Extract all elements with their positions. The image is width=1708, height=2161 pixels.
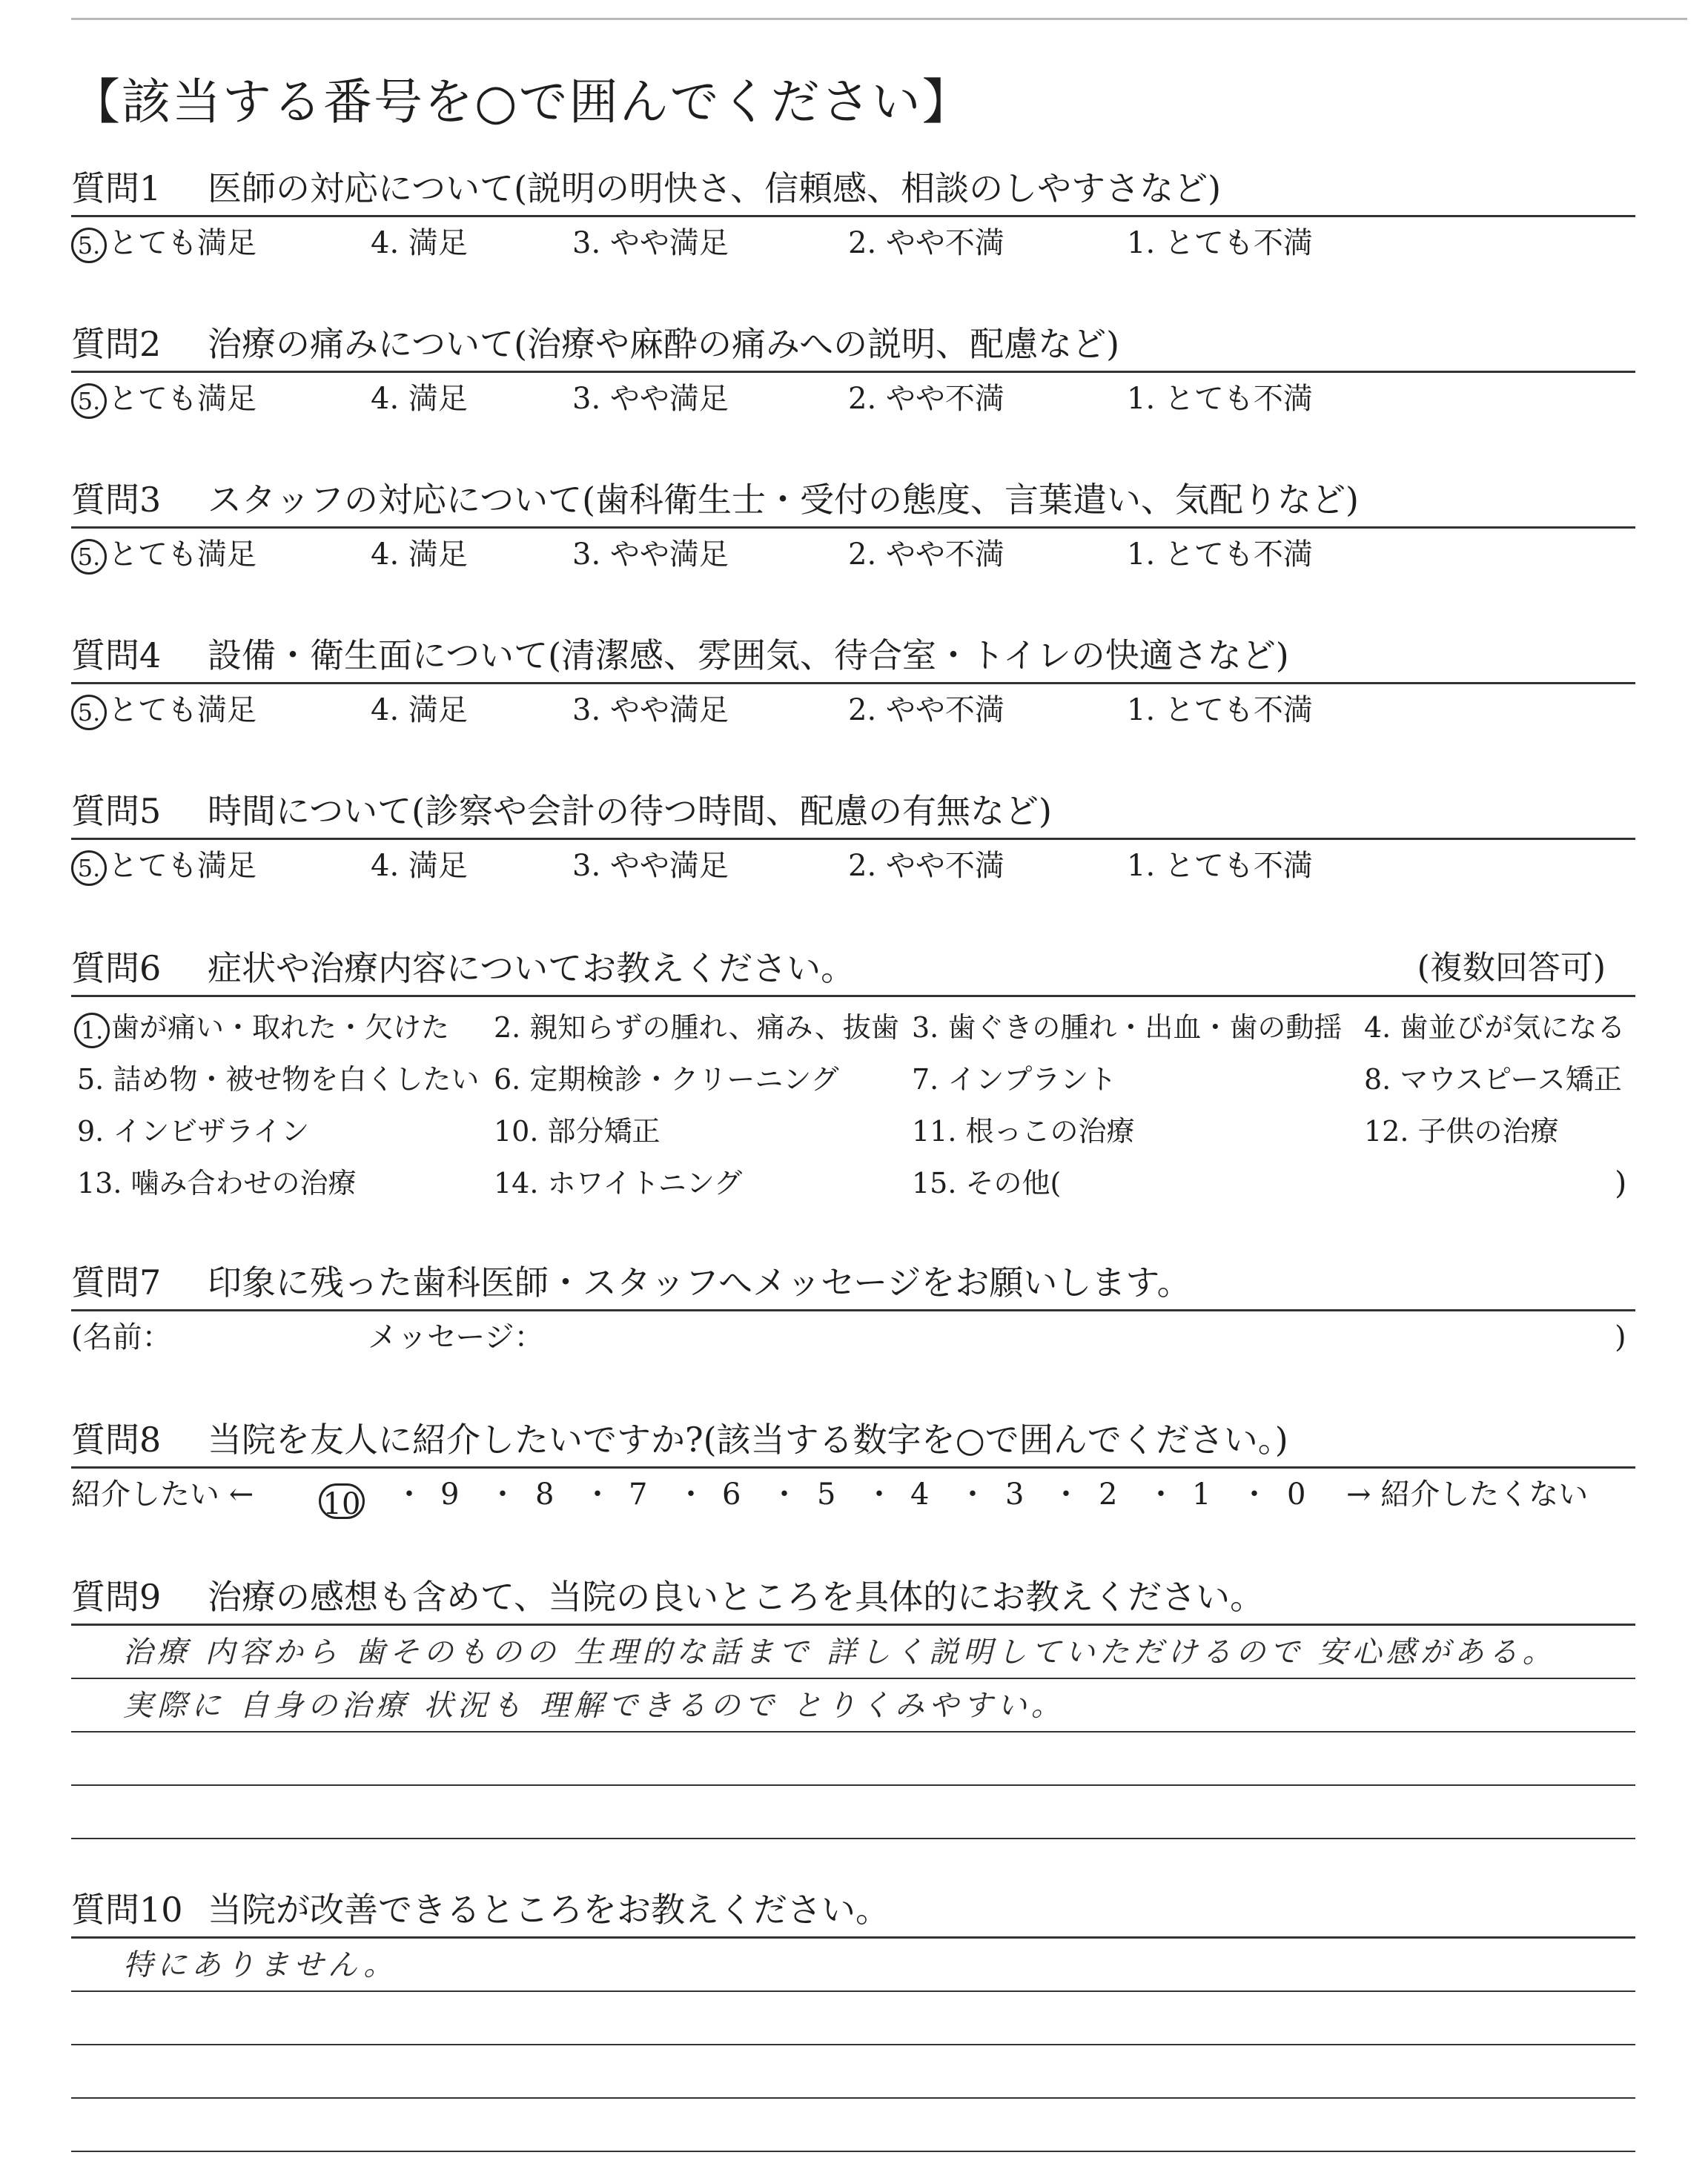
question-label: 質問8 [71, 1420, 162, 1460]
option-5[interactable] [71, 225, 256, 263]
treatment-option-13[interactable]: 13. 噛み合わせの治療 [77, 1167, 357, 1199]
message-label: メッセージ： [368, 1320, 544, 1354]
question-text: 医師の対応について(説明の明快さ、信頼感、相談のしやすさなど) [208, 168, 1222, 208]
option-3[interactable]: 3. やや満足 [572, 849, 729, 883]
treatment-option-1[interactable] [74, 1009, 449, 1048]
option-1[interactable]: 1. とても不満 [1127, 382, 1313, 416]
scale-dot: ・ [394, 1477, 424, 1512]
treatment-option-15-other[interactable]: 15. その他( [912, 1167, 1062, 1199]
question-header [71, 781, 1635, 840]
rating-options [71, 529, 1635, 580]
question-7 [71, 1253, 1635, 1360]
option-5-label: とても満足 [108, 382, 256, 416]
answer-line [71, 2151, 1635, 2152]
option-4[interactable]: 4. 満足 [371, 537, 468, 572]
option-3[interactable]: 3. やや満足 [572, 537, 729, 572]
treatment-option-11[interactable]: 11. 根っこの治療 [912, 1115, 1135, 1148]
option-5-label: とても満足 [108, 849, 256, 883]
question-label: 質問7 [71, 1262, 162, 1303]
scale-value-0[interactable]: 0 [1287, 1477, 1306, 1512]
option-4[interactable]: 4. 満足 [371, 849, 468, 883]
option-1[interactable]: 1. とても不満 [1127, 226, 1313, 260]
selected-circle: 5. [71, 850, 107, 886]
rating-options [71, 684, 1635, 736]
question-label: 質問1 [71, 168, 162, 208]
referral-scale [71, 1469, 1635, 1520]
scale-value-4[interactable]: 4 [910, 1477, 930, 1512]
scale-dot: ・ [583, 1477, 612, 1512]
question-header [71, 314, 1635, 373]
rating-options [71, 217, 1635, 269]
question-text: 当院を友人に紹介したいですか?(該当する数字を○で囲んでください。) [208, 1420, 1288, 1460]
scale-left-label: 紹介したい ← [71, 1477, 254, 1512]
question-header [71, 939, 1635, 997]
treatment-option-12[interactable]: 12. 子供の治療 [1364, 1115, 1559, 1148]
treatment-option-9[interactable]: 9. インビザライン [77, 1115, 310, 1148]
treatment-option-3[interactable]: 3. 歯ぐきの腫れ・出血・歯の動揺 [912, 1011, 1343, 1044]
option-2[interactable]: 2. やや不満 [848, 693, 1004, 727]
question-text: 治療の痛みについて(治療や麻酔の痛みへの説明、配慮など) [208, 324, 1120, 364]
message-close-paren: ) [1615, 1320, 1626, 1354]
answer-lines[interactable] [71, 1939, 1635, 2161]
message-row [71, 1311, 1635, 1360]
rating-options [71, 373, 1635, 425]
treatment-option-10[interactable]: 10. 部分矯正 [494, 1115, 661, 1148]
option-2[interactable]: 2. やや不満 [848, 537, 1004, 572]
option-4[interactable]: 4. 満足 [371, 693, 468, 727]
scale-dot: ・ [769, 1477, 799, 1512]
treatment-option-14[interactable]: 14. ホワイトニング [494, 1167, 743, 1199]
question-header [71, 626, 1635, 684]
treatment-option-6[interactable]: 6. 定期検診・クリーニング [494, 1063, 839, 1096]
option-5[interactable] [71, 380, 256, 419]
answer-line [71, 1731, 1635, 1733]
multiple-answers-note: (複数回答可) [1417, 949, 1606, 987]
option-5[interactable] [71, 847, 256, 886]
option-1[interactable]: 1. とても不満 [1127, 537, 1313, 572]
answer-line [71, 1678, 1635, 1679]
scale-value-7[interactable]: 7 [629, 1477, 648, 1512]
option-2[interactable]: 2. やや不満 [848, 382, 1004, 416]
question-text: 症状や治療内容についてお教えください。 [208, 948, 855, 988]
question-header [71, 1880, 1635, 1939]
question-label: 質問2 [71, 324, 162, 364]
scale-value-8[interactable]: 8 [535, 1477, 555, 1512]
scale-value-5[interactable]: 5 [817, 1477, 836, 1512]
handwritten-answer-line-2: 実際に 自身の治療 状況も 理解できるので とりくみやすい。 [123, 1689, 1065, 1723]
question-text: 印象に残った歯科医師・スタッフへメッセージをお願いします。 [208, 1262, 1191, 1303]
option-5[interactable] [71, 536, 256, 575]
option-5[interactable] [71, 692, 256, 730]
rating-options [71, 840, 1635, 892]
option-2[interactable]: 2. やや不満 [848, 226, 1004, 260]
page-title: 【該当する番号を○で囲んでください】 [71, 73, 973, 130]
scale-dot: ・ [958, 1477, 987, 1512]
question-header [71, 470, 1635, 529]
option-3[interactable]: 3. やや満足 [572, 226, 729, 260]
question-label: 質問6 [71, 948, 162, 988]
question-header [71, 1567, 1635, 1626]
question-header [71, 1253, 1635, 1311]
other-close-paren: ) [1615, 1165, 1627, 1201]
treatment-option-1-label: 歯が痛い・取れた・欠けた [111, 1011, 450, 1044]
treatment-option-2[interactable]: 2. 親知らずの腫れ、痛み、抜歯 [494, 1011, 899, 1044]
option-1[interactable]: 1. とても不満 [1127, 693, 1313, 727]
scale-dot: ・ [1051, 1477, 1081, 1512]
option-5-label: とても満足 [108, 693, 256, 727]
question-5 [71, 781, 1635, 892]
question-label: 質問3 [71, 480, 162, 520]
answer-line [71, 2044, 1635, 2045]
option-3[interactable]: 3. やや満足 [572, 693, 729, 727]
question-text: 当院が改善できるところをお教えください。 [208, 1890, 890, 1930]
question-3 [71, 470, 1635, 580]
selected-circle: 5. [71, 539, 107, 575]
scale-value-6[interactable]: 6 [722, 1477, 741, 1512]
scale-dot: ・ [1239, 1477, 1269, 1512]
question-label: 質問9 [71, 1577, 162, 1617]
option-1[interactable]: 1. とても不満 [1127, 849, 1313, 883]
scale-value-2[interactable]: 2 [1099, 1477, 1118, 1512]
question-text: 治療の感想も含めて、当院の良いところを具体的にお教えください。 [208, 1577, 1265, 1617]
option-3[interactable]: 3. やや満足 [572, 382, 729, 416]
selected-circle: 10 [319, 1483, 365, 1519]
option-5-label: とても満足 [108, 537, 256, 572]
question-text: 設備・衛生面について(清潔感、雰囲気、待合室・トイレの快適さなど) [208, 635, 1289, 675]
option-5-label: とても満足 [108, 226, 256, 260]
question-label: 質問10 [71, 1890, 183, 1930]
answer-line [71, 2097, 1635, 2099]
question-4 [71, 626, 1635, 736]
scale-value-1[interactable]: 1 [1192, 1477, 1211, 1512]
answer-line [71, 1990, 1635, 1992]
option-4[interactable]: 4. 満足 [371, 226, 468, 260]
question-label: 質問4 [71, 635, 162, 675]
scale-value-9[interactable]: 9 [440, 1477, 460, 1512]
selected-circle: 5. [71, 228, 107, 263]
scale-dot: ・ [676, 1477, 706, 1512]
question-header [71, 159, 1635, 217]
treatment-option-4[interactable]: 4. 歯並びが気になる [1364, 1011, 1626, 1044]
question-10 [71, 1880, 1635, 2161]
option-4[interactable]: 4. 満足 [371, 382, 468, 416]
question-6 [71, 939, 1635, 1208]
question-text: スタッフの対応について(歯科衛生士・受付の態度、言葉遣い、気配りなど) [208, 480, 1359, 520]
treatment-option-8[interactable]: 8. マウスピース矯正 [1364, 1063, 1622, 1096]
top-border [71, 18, 1687, 20]
treatment-option-5[interactable]: 5. 詰め物・被せ物を白くしたい [77, 1063, 480, 1096]
name-label: (名前： [71, 1320, 172, 1354]
question-9 [71, 1567, 1635, 1848]
question-2 [71, 314, 1635, 425]
treatment-option-7[interactable]: 7. インプラント [912, 1063, 1117, 1096]
answer-line [71, 1838, 1635, 1839]
option-2[interactable]: 2. やや不満 [848, 849, 1004, 883]
selected-circle: 5. [71, 383, 107, 419]
scale-value-3[interactable]: 3 [1005, 1477, 1025, 1512]
handwritten-answer-line-1: 特にありません。 [123, 1948, 398, 1982]
scale-right-label: → 紹介したくない [1346, 1477, 1589, 1512]
scale-dot: ・ [1146, 1477, 1176, 1512]
handwritten-answer-line-1: 治療 内容から 歯そのものの 生理的な話まで 詳しく説明していただけるので 安心感がある。 [123, 1635, 1557, 1669]
treatment-options [71, 997, 1635, 1208]
question-text: 時間について(診察や会計の待つ時間、配慮の有無など) [208, 791, 1052, 831]
answer-lines[interactable] [71, 1626, 1635, 1848]
question-1 [71, 159, 1635, 269]
question-label: 質問5 [71, 791, 162, 831]
selected-circle: 1. [74, 1013, 110, 1048]
question-8 [71, 1410, 1635, 1520]
question-header [71, 1410, 1635, 1469]
selected-circle: 5. [71, 695, 107, 730]
scale-dot: ・ [488, 1477, 517, 1512]
answer-line [71, 1784, 1635, 1786]
scale-dot: ・ [864, 1477, 894, 1512]
